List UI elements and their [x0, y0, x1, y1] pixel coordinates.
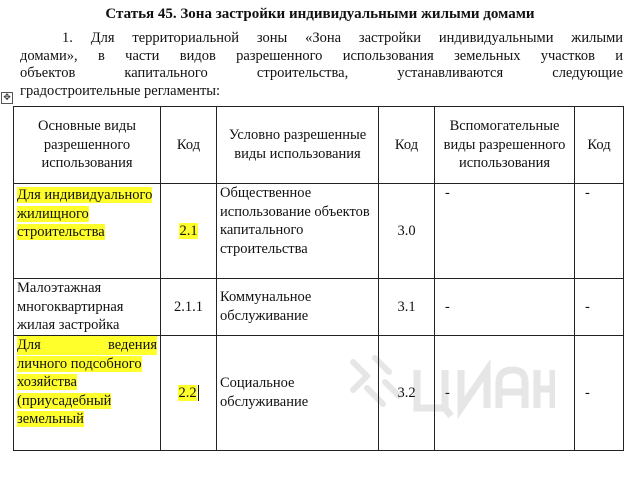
- main-use-cell: [14, 184, 161, 279]
- conditional-use-cell: Коммунальное обслуживание: [217, 279, 379, 336]
- table-row: [14, 184, 624, 279]
- code-cell: [161, 336, 217, 451]
- header-code: Код: [379, 107, 435, 184]
- table-row: [14, 336, 624, 451]
- main-use-first-line: [17, 336, 157, 355]
- auxiliary-use-cell: -: [435, 279, 575, 336]
- article-title: Статья 45. Зона застройки индивидуальными жилыми домами: [105, 6, 535, 22]
- table-header-row: [14, 107, 624, 184]
- code-value: 2.2: [178, 384, 197, 401]
- code-cell: -: [575, 336, 624, 451]
- header-main-uses: Основные виды разрешенного использования: [14, 107, 161, 184]
- code-cell: 2.1.1: [161, 279, 217, 336]
- main-use-cell: Малоэтажная многоквартирная жилая застройка: [14, 279, 161, 336]
- main-use-text: Для индивидуального жилищного строительства: [17, 187, 153, 241]
- main-use-word: ведения: [107, 337, 157, 353]
- paragraph-line: 1. Для территориальной зоны «Зона застройки индивидуальными жилыми: [62, 30, 623, 46]
- paragraph-line: градостроительные регламенты:: [20, 82, 221, 99]
- main-use-cell: [14, 336, 161, 451]
- move-table-icon[interactable]: ✥: [1, 92, 13, 104]
- header-conditional-uses: Условно разрешенные виды использования: [217, 107, 379, 184]
- main-use-word: Для: [17, 337, 41, 353]
- paragraph-line: объектов капитального строительства, устанавливаются следующие: [20, 65, 623, 81]
- code-cell: [161, 184, 217, 279]
- code-cell: 3.2: [379, 336, 435, 451]
- code-cell: 3.0: [379, 184, 435, 279]
- header-code: Код: [161, 107, 217, 184]
- code-cell: 3.1: [379, 279, 435, 336]
- main-use-text: личного подсобного хозяйства (приусадебный земельный: [17, 355, 142, 428]
- article-paragraph: [20, 30, 623, 100]
- auxiliary-use-cell: -: [435, 184, 575, 279]
- conditional-use-cell: Общественное использование объектов капитального строительства: [217, 184, 379, 279]
- text-cursor: [198, 385, 199, 401]
- code-cell: -: [575, 184, 624, 279]
- auxiliary-use-cell: -: [435, 336, 575, 451]
- regulations-table: [13, 106, 624, 451]
- header-code: Код: [575, 107, 624, 184]
- paragraph-line: домами», в части видов разрешенного использования земельных участков и: [20, 47, 623, 64]
- header-auxiliary-uses: Вспомогательные виды разрешенного использования: [435, 107, 575, 184]
- table-row: [14, 279, 624, 336]
- conditional-use-cell: Социальное обслуживание: [217, 336, 379, 451]
- code-cell: -: [575, 279, 624, 336]
- code-value: 2.1: [179, 222, 198, 239]
